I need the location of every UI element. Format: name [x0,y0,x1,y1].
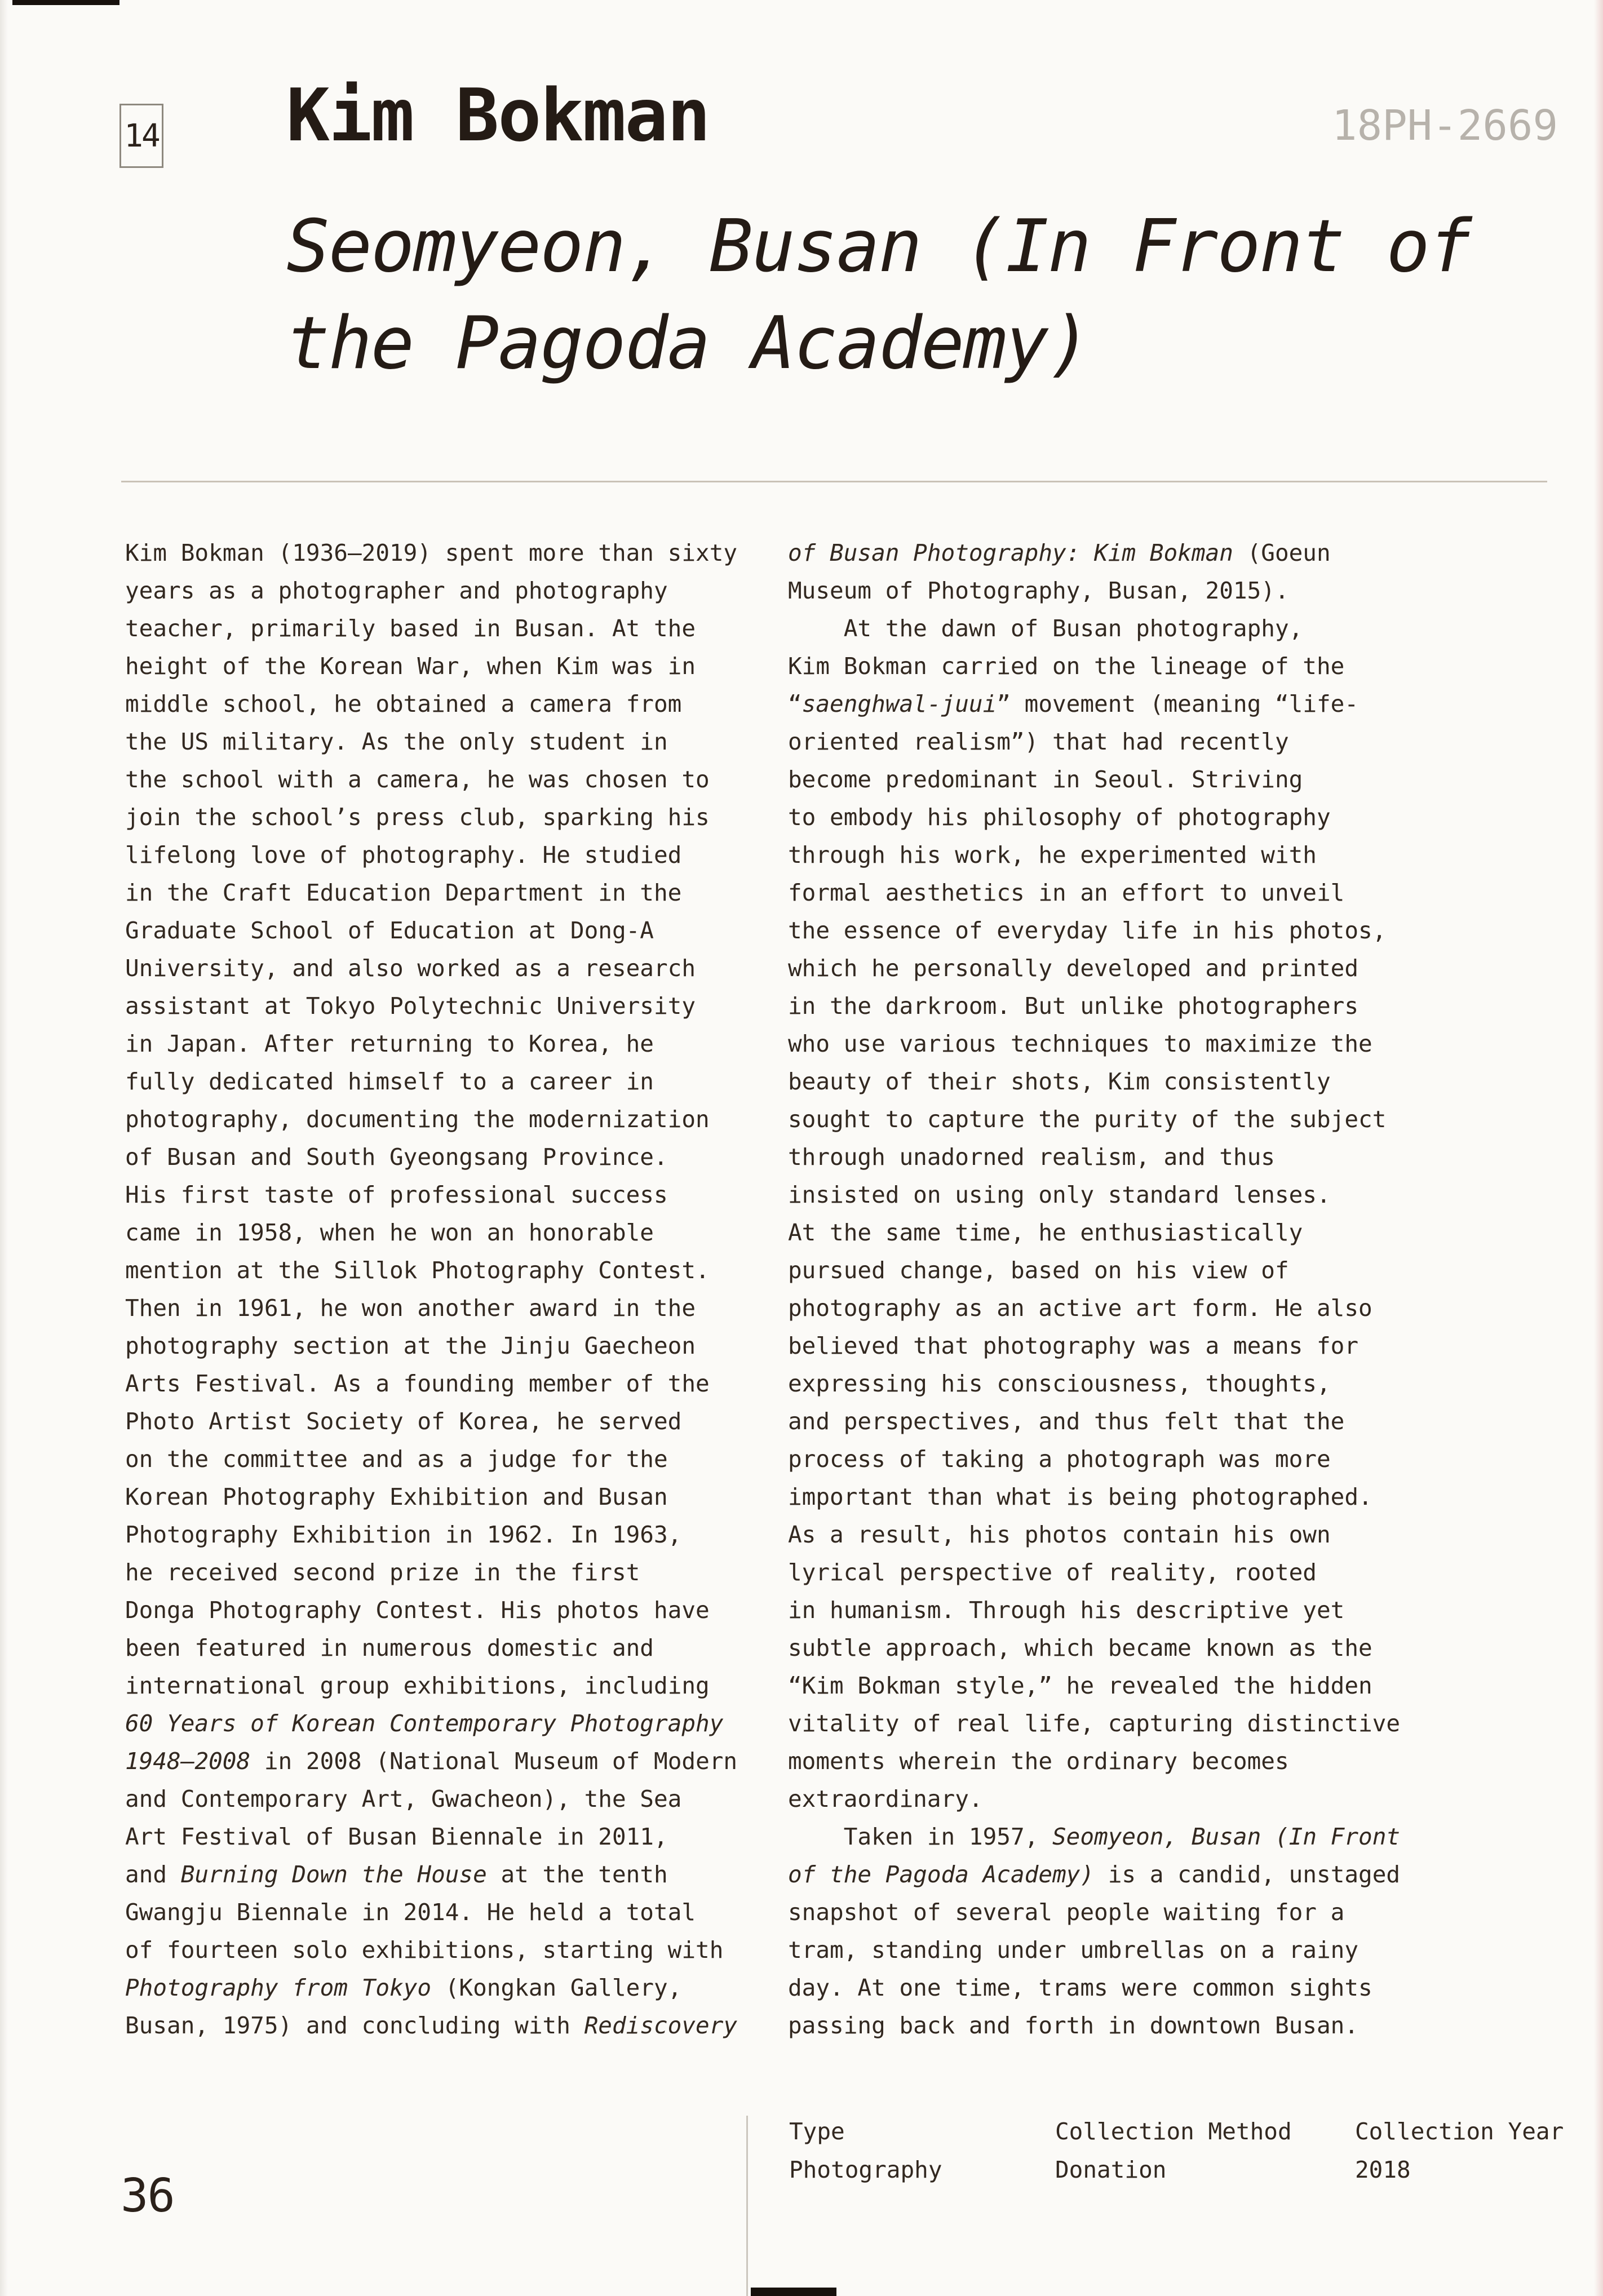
text-line: important than what is being photographed. [788,1483,1372,1510]
text-line: vitality of real life, capturing distinctive [788,1710,1401,1737]
metadata-label: Collection Method [1055,2118,1292,2145]
text-line: international group exhibitions, including [125,1672,710,1699]
text-line: oriented realism”) that had recently [788,728,1289,755]
text-line: assistant at Tokyo Polytechnic University [125,992,696,1020]
catalog-number: 18PH-2669 [1332,101,1558,150]
text-line: been featured in numerous domestic and [125,1634,654,1661]
text-line: University, and also worked as a research [125,955,696,982]
text-line: in the Craft Education Department in the [125,879,682,906]
text-line: become predominant in Seoul. Striving [788,766,1303,793]
text-line: Korean Photography Exhibition and Busan [125,1483,668,1510]
text-line: formal aesthetics in an effort to unveil [788,879,1345,906]
metadata-label: Type [789,2118,845,2145]
metadata-column [1055,2112,1292,2189]
text-line: the US military. As the only student in [125,728,668,755]
text-line: mention at the Sillok Photography Contest. [125,1257,710,1284]
text-line: snapshot of several people waiting for a [788,1899,1345,1926]
text-line: “Kim Bokman style,” he revealed the hidden [788,1672,1372,1699]
text-line: in Japan. After returning to Korea, he [125,1030,654,1057]
text-line: expressing his consciousness, thoughts, [788,1370,1331,1397]
text-line: Kim Bokman carried on the lineage of the [788,653,1345,680]
text-line: photography as an active art form. He also [788,1295,1372,1322]
text-line: to embody his philosophy of photography [788,804,1331,831]
work-title [286,198,1471,392]
text-line: teacher, primarily based in Busan. At the [125,615,696,642]
text-line: beauty of their shots, Kim consistently [788,1068,1331,1095]
text-line: subtle approach, which became known as the [788,1634,1372,1661]
text-line: of Busan Photography: Kim Bokman (Goeun [788,539,1331,566]
text-line: passing back and forth in downtown Busan. [788,2012,1359,2039]
text-line: in the darkroom. But unlike photographers [788,992,1359,1020]
text-line: and Burning Down the House at the tenth [125,1861,668,1888]
text-line: Photo Artist Society of Korea, he served [125,1408,682,1435]
text-line: photography, documenting the modernization [125,1106,710,1133]
text-line: Then in 1961, he won another award in the [125,1295,696,1322]
text-line: in humanism. Through his descriptive yet [788,1597,1345,1624]
text-line: At the same time, he enthusiastically [788,1219,1303,1246]
text-line: “saenghwal-juui” movement (meaning “life- [788,690,1359,717]
text-line: lyrical perspective of reality, rooted [788,1559,1317,1586]
text-line: day. At one time, trams were common sights [788,1974,1372,2001]
text-line: years as a photographer and photography [125,577,668,604]
page-number: 36 [121,2169,174,2223]
text-line: Taken in 1957, Seomyeon, Busan (In Front [788,1823,1401,1850]
text-line: fully dedicated himself to a career in [125,1068,654,1095]
text-line: sought to capture the purity of the subject [788,1106,1387,1133]
text-line: Museum of Photography, Busan, 2015). [788,577,1289,604]
body-column-left [125,534,737,2045]
text-line: 1948–2008 in 2008 (National Museum of Modern [125,1748,738,1775]
text-line: the essence of everyday life in his photos, [788,917,1387,944]
metadata-value: Donation [1055,2156,1167,2183]
text-line: of fourteen solo exhibitions, starting with [125,1936,724,1963]
text-line: height of the Korean War, when Kim was in [125,653,696,680]
text-line: pursued change, based on his view of [788,1257,1289,1284]
text-line: Graduate School of Education at Dong-A [125,917,654,944]
text-line: Busan, 1975) and concluding with Rediscovery [125,2012,738,2039]
text-line: Kim Bokman (1936–2019) spent more than sixty [125,539,738,566]
text-line: and Contemporary Art, Gwacheon), the Sea [125,1785,682,1812]
text-line: photography section at the Jinju Gaecheon [125,1332,696,1359]
metadata-value: 2018 [1355,2156,1411,2183]
divider-rule [121,481,1547,482]
text-line: he received second prize in the first [125,1559,640,1586]
text-line: of the Pagoda Academy) is a candid, unstaged [788,1861,1401,1888]
text-line: Art Festival of Busan Biennale in 2011, [125,1823,668,1850]
work-title-line-2: the Pagoda Academy) [286,302,1091,385]
text-line: process of taking a photograph was more [788,1446,1331,1473]
text-line: came in 1958, when he won an honorable [125,1219,654,1246]
text-line: Arts Festival. As a founding member of the [125,1370,710,1397]
text-line: join the school’s press club, sparking his [125,804,710,831]
text-line: on the committee and as a judge for the [125,1446,668,1473]
text-line: through his work, he experimented with [788,841,1317,868]
text-line: Photography from Tokyo (Kongkan Gallery, [125,1974,682,2001]
text-line: tram, standing under umbrellas on a rainy [788,1936,1359,1963]
scan-artifact-bottom [751,2288,836,2296]
text-line: which he personally developed and printed [788,955,1359,982]
text-line: lifelong love of photography. He studied [125,841,682,868]
page-left-edge-shading [0,0,8,2296]
text-line: moments wherein the ordinary becomes [788,1748,1289,1775]
artist-name: Kim Bokman [286,74,710,158]
text-line: and perspectives, and thus felt that the [788,1408,1345,1435]
text-line: the school with a camera, he was chosen to [125,766,710,793]
text-line: through unadorned realism, and thus [788,1143,1275,1171]
metadata-value: Photography [789,2156,942,2183]
text-line: insisted on using only standard lenses. [788,1181,1331,1208]
footer-divider-line [746,2116,748,2296]
text-line: Photography Exhibition in 1962. In 1963, [125,1521,682,1548]
text-line: who use various techniques to maximize the [788,1030,1372,1057]
work-title-line-1: Seomyeon, Busan (In Front of [286,205,1471,289]
text-line: Donga Photography Contest. His photos have [125,1597,710,1624]
text-line: of Busan and South Gyeongsang Province. [125,1143,668,1171]
metadata-column [789,2112,942,2189]
page-right-edge-shading [1594,0,1603,2296]
item-number: 14 [124,117,159,154]
body-column-right [788,534,1400,2045]
text-line: believed that photography was a means for [788,1332,1359,1359]
scan-artifact-top [12,0,119,5]
metadata-label: Collection Year [1355,2118,1564,2145]
text-line: As a result, his photos contain his own [788,1521,1331,1548]
text-line: 60 Years of Korean Contemporary Photography [125,1710,724,1737]
text-line: middle school, he obtained a camera from [125,690,682,717]
text-line: extraordinary. [788,1785,983,1812]
text-line: His first taste of professional success [125,1181,668,1208]
text-line: Gwangju Biennale in 2014. He held a total [125,1899,696,1926]
item-number-badge [119,104,163,168]
metadata-column [1355,2112,1564,2189]
text-line: At the dawn of Busan photography, [788,615,1303,642]
